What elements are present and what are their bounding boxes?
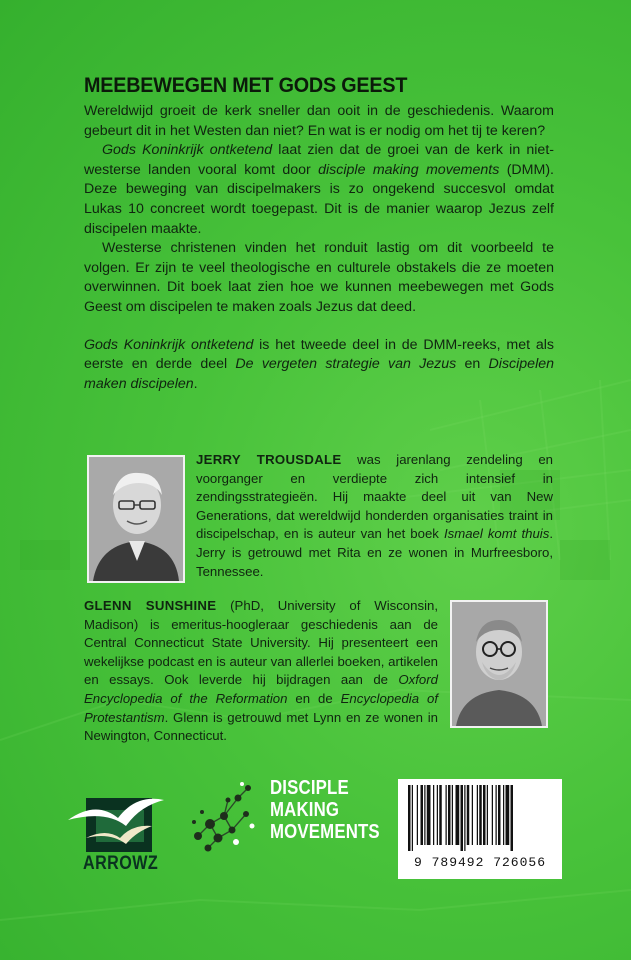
barcode-bar [437,785,438,845]
barcode-bar [472,785,473,845]
publisher-name: ARROWZ [83,853,159,874]
barcode-bar [492,785,493,845]
book-title-italic: Gods Koninkrijk ontketend [84,336,254,353]
author-photo-glenn [450,600,548,728]
barcode-bar [506,785,510,845]
barcode-bars-icon [406,785,554,851]
book-title-italic: Gods Koninkrijk ontketend [102,142,273,159]
dmm-logo-text [270,777,380,843]
bio-text: (PhD, University of Wisconsin, Madison) is emeritus-hoogleraar geschiedenis aan de Central Connecticut State University. Hij presenteert een wekelijkse podcast en is auteur van allerlei boeken, artikelen en essays. Ook leverde hij bijdragen aan de [84,598,438,688]
publication-italic: Oxford Encyclopedia of the Reformation [84,672,438,706]
series-book-3: Discipelen maken discipelen [84,356,554,392]
barcode-bar [511,785,514,851]
barcode-bar [412,785,413,851]
series-book-1: De vergeten strategie van Jezus [235,356,457,373]
barcode-bar [408,785,411,851]
barcode-bar [448,785,451,845]
barcode-bar [433,785,434,845]
book-blurb [84,102,554,394]
barcode-bar [464,785,465,851]
barcode-bar [424,785,425,845]
barcode-bar [496,785,497,845]
blurb-text: laat zien dat de groei van de kerk in niet-westerse landen vooral komt door [84,142,554,178]
author-name-glenn: GLENN SUNSHINE [84,598,217,613]
author-photo-jerry [87,455,185,583]
barcode-bar [427,785,431,845]
barcode-bar [477,785,478,845]
barcode-bar [467,785,470,845]
barcode-bar [483,785,486,845]
barcode-bar [452,785,453,845]
author-bio-jerry [196,451,553,581]
barcode-bar [417,785,418,845]
author-bio-glenn [84,597,438,746]
bio-text: . Glenn is getrouwd met Lynn en ze wonen in Newington, Connecticut. [84,709,438,744]
book-title-italic: Ismael komt thuis [443,526,550,542]
barcode-bar [456,785,460,845]
blurb-text: is het tweede deel in de DMM-reeks, met als eerste en derde deel [84,336,554,373]
barcode-bar [487,785,488,845]
bio-text: . Jerry is getrouwd met Rita en ze wonen in Murfreesboro, Tennessee. [196,526,553,579]
bio-text: was jarenlang zendeling en voorganger en verdiepte zich intensief in zendingsstrategieën. Hij maakte deel uit van New Generations, dat wereldwijd honderden organisaties traint in discipelschap, en is auteur van het boek [196,452,554,542]
dmm-line-3: MOVEMENTS [270,820,380,843]
isbn-barcode [398,779,562,879]
dmm-network-icon [188,776,258,856]
blurb-paragraph-4 [84,336,554,395]
barcode-bar [421,785,424,845]
bio-text: en de [287,690,341,706]
author-name-jerry: JERRY TROUSDALE [196,452,342,467]
dmm-line-2: MAKING [270,798,340,821]
barcode-bar [479,785,482,845]
book-title: MEEBEWEGEN MET GODS GEEST [84,74,408,97]
publication-italic: Encyclopedia of Protestantism [84,690,438,725]
blurb-paragraph-3: Westerse christenen vinden het ronduit lastig om dit voorbeeld te volgen. Er zijn te veel theologische en culturele obstakels die ze moeten overwinnen. Dit boek laat zien hoe we kunnen meebewegen met Gods Geest om discipelen te maken zoals Jezus dat deed. [84,240,554,315]
barcode-bar [503,785,504,845]
blurb-text: . [193,375,198,392]
blurb-text: en [456,356,489,373]
term-italic: disciple making movements [318,161,500,178]
blurb-paragraph-1: Wereldwijd groeit de kerk sneller dan ooit in de geschiedenis. Waarom gebeurt dit in het Westen dan niet? En wat is er nodig om het tij te keren? [84,103,554,139]
barcode-bar [446,785,447,845]
isbn-digits: 9 789492 726056 [413,855,547,870]
dmm-line-1: DISCIPLE [270,776,349,799]
barcode-bar [461,785,464,851]
blurb-paragraph-2 [84,141,554,239]
barcode-bar [439,785,442,845]
barcode-bar [498,785,501,845]
blurb-text: (DMM). Deze beweging van discipelmakers is zo ongekend succesvol omdat Lukas 10 concreet wordt toegepast. Dit is de manier waarop Jezus zelf discipelen maakte. [84,161,554,237]
